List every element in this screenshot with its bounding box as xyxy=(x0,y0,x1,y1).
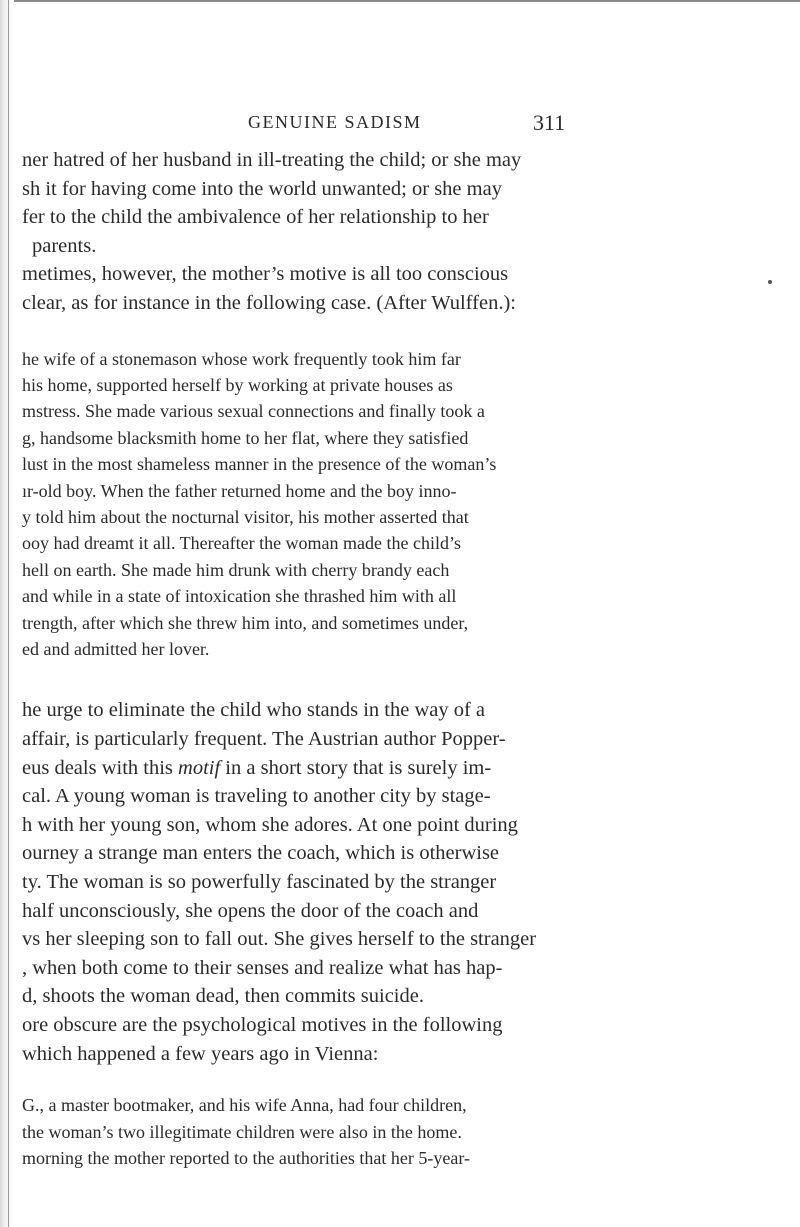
text-line: ourney a strange man enters the coach, which is otherwise xyxy=(22,842,500,865)
text-line: which happened a few years ago in Vienna: xyxy=(22,1042,379,1065)
paragraph-gap xyxy=(22,1068,762,1092)
text-line: h with her young son, whom she adores. At one point during xyxy=(22,813,518,836)
paragraph-4-case xyxy=(22,1092,762,1171)
text-line: clear, as for instance in the following case. (After Wulffen.): xyxy=(22,291,516,314)
text-line: ner hatred of her husband in ill-treating the child; or she may xyxy=(22,149,522,171)
text-line: trength, after which she threw him into, and sometimes under, xyxy=(22,612,469,633)
text-line: half unconsciously, she opens the door of the coach and xyxy=(22,899,479,922)
text-line: vs her sleeping son to fall out. She gives herself to the stranger xyxy=(22,928,537,951)
text-line: y told him about the nocturnal visitor, his mother asserted that xyxy=(22,507,469,527)
gutter-line xyxy=(8,0,9,1227)
running-head: GENUINE SADISM xyxy=(248,112,422,132)
text-line: eus deals with this motif in a short story that is surely im- xyxy=(22,756,492,779)
text-line: hell on earth. She made him drunk with cherry brandy each xyxy=(22,559,450,580)
text-line: and while in a state of intoxication she thrashed him with all xyxy=(22,586,457,607)
text-line: ore obscure are the psychological motives in the following xyxy=(22,1013,503,1036)
text-line: g, handsome blacksmith home to her flat, where they satisfied xyxy=(22,427,469,448)
text-line: d, shoots the woman dead, then commits suicide. xyxy=(22,985,424,1008)
text-line: ır-old boy. When the father returned home and the boy inno- xyxy=(22,480,457,501)
text-line: lust in the most shameless manner in the presence of the woman’s xyxy=(22,454,497,475)
text-line: sh it for having come into the world unwanted; or she may xyxy=(22,177,502,200)
paragraph-gap xyxy=(22,318,762,340)
text-line: ty. The woman is so powerfully fascinated by the stranger xyxy=(22,871,497,893)
text-line: G., a master bootmaker, and his wife Anna, had four children, xyxy=(22,1095,467,1116)
text-line: parents. xyxy=(32,234,97,257)
text-line: metimes, however, the mother’s motive is all too conscious xyxy=(22,263,509,286)
text-line: his home, supported herself by working at private houses as xyxy=(22,374,453,395)
text-line: he wife of a stonemason whose work frequently took him far xyxy=(22,348,461,369)
text-line: ed and admitted her lover. xyxy=(22,639,210,660)
text-line: morning the mother reported to the authorities that her 5-year- xyxy=(22,1147,470,1168)
paragraph-2-case xyxy=(22,340,762,663)
page-header xyxy=(0,112,800,142)
page-top-edge xyxy=(14,0,800,2)
text-line: he urge to eliminate the child who stands in the way of a xyxy=(22,699,486,722)
text-line: the woman’s two illegitimate children were also in the home. xyxy=(22,1121,462,1142)
paragraph-gap xyxy=(22,662,762,696)
text-line: cal. A young woman is traveling to another city by stage- xyxy=(22,785,491,808)
text-line: affair, is particularly frequent. The Austrian author Popper- xyxy=(22,728,506,751)
text-line: , when both come to their senses and realize what has hap- xyxy=(22,956,503,979)
text-line: fer to the child the ambivalence of her relationship to her xyxy=(22,206,489,229)
page-number: 311 xyxy=(533,110,566,135)
book-gutter-shadow xyxy=(0,0,14,1227)
text-line: ooy had dreamt it all. Thereafter the woman made the child’s xyxy=(22,533,462,554)
margin-mark xyxy=(768,280,772,284)
text-line: mstress. She made various sexual connections and finally took a xyxy=(22,401,485,422)
paragraph-3 xyxy=(22,696,762,1068)
italic-word: motif xyxy=(178,756,221,779)
paragraph-1 xyxy=(22,146,762,318)
body-text xyxy=(22,140,762,1171)
